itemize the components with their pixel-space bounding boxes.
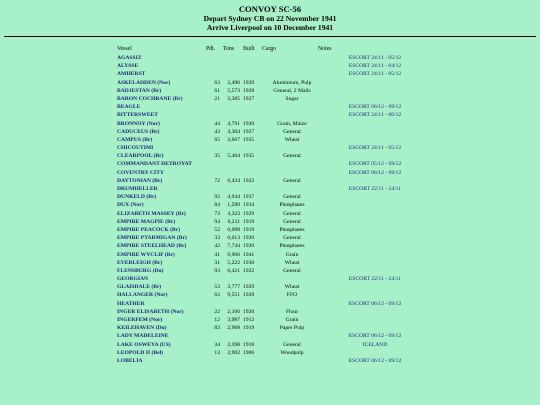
vessel-name: AMHERST: [117, 71, 146, 78]
notes-cell: ESCORT 22/11 - 24/11: [348, 186, 402, 192]
built-cell: 1929: [243, 210, 255, 217]
table-row: [0, 193, 540, 201]
cargo-cell: Paper Pulp: [279, 325, 305, 332]
built-cell: 1937: [243, 194, 255, 201]
table-row: [0, 308, 540, 316]
table-row: [0, 267, 540, 275]
tons-cell: 3,667: [227, 136, 240, 143]
pdt-cell: 12: [214, 317, 220, 323]
vessel-name: CHICOUTIMI: [117, 145, 154, 152]
built-cell: 1920: [243, 243, 255, 250]
table-row: [0, 95, 540, 103]
table-row: [0, 259, 540, 267]
vessel-name: ELIZABETH MASSEY (Br): [117, 210, 186, 217]
built-cell: 1920: [243, 120, 255, 127]
vessel-name: INGERFEM (Nor): [117, 317, 163, 323]
pdt-cell: 34: [214, 341, 220, 348]
table-row: [0, 324, 540, 332]
cargo-cell: General: [283, 341, 301, 348]
pdt-cell: 61: [214, 87, 220, 94]
table-row: [0, 136, 540, 144]
table-row: [0, 300, 540, 308]
built-cell: 1906: [243, 349, 255, 356]
pdt-cell: 43: [214, 128, 220, 135]
pdt-cell: 33: [214, 235, 220, 242]
tons-cell: 2,902: [227, 349, 240, 356]
table-row: [0, 54, 540, 62]
built-cell: 1929: [243, 284, 255, 291]
vessel-name: COVENTRY CITY: [117, 169, 164, 176]
tons-cell: 2,398: [227, 341, 240, 348]
cargo-cell: General: [283, 128, 301, 135]
notes-cell: ESCORT 22/11 - 24/11: [348, 276, 402, 283]
cargo-cell: General: [283, 194, 301, 201]
table-row: [0, 87, 540, 95]
pdt-cell: 31: [214, 259, 220, 266]
notes-cell: ESCORT 24/11 - 04/12: [348, 63, 402, 70]
tons-cell: 4,323: [227, 210, 240, 217]
convoy-title: CONVOY SC-56: [238, 4, 302, 14]
vessel-name: EMPIRE STEELHEAD (Br): [117, 243, 187, 250]
vessel-name: LAKE OSWEYA (US): [117, 341, 171, 348]
cargo-cell: Grain, Maize: [277, 120, 307, 127]
pdt-cell: 92: [214, 194, 220, 201]
built-cell: 1928: [243, 87, 255, 94]
cargo-cell: Sugar: [285, 95, 299, 102]
tons-cell: 3,987: [227, 317, 240, 323]
built-cell: 1919: [243, 226, 255, 233]
vessel-name: BARON COCHRANE (Br): [117, 95, 183, 102]
cargo-cell: Grain: [285, 317, 299, 323]
tons-cell: 3,385: [227, 95, 240, 102]
built-cell: 1934: [243, 202, 255, 209]
tons-cell: 6,098: [227, 226, 240, 233]
pdt-cell: 44: [214, 120, 220, 127]
vessel-name: COMMANDANT DETROYAT: [117, 161, 192, 168]
vessel-name: EMPIRE PTARMIGAN (Br): [117, 235, 187, 242]
col-built: Built: [243, 46, 255, 52]
vessel-name: BRONNOY (Nor): [117, 120, 160, 127]
cargo-cell: General: [283, 177, 301, 184]
tons-cell: 5,404: [227, 153, 240, 160]
table-row: [0, 185, 540, 193]
table-row: [0, 251, 540, 259]
built-cell: 1919: [243, 325, 255, 332]
vessel-table: [0, 54, 540, 365]
table-row: [0, 242, 540, 250]
notes-cell: ESCORT 24/11 - 05/12: [348, 71, 402, 78]
cargo-cell: Flour: [285, 308, 299, 315]
cargo-cell: Aluminium, Pulp: [272, 79, 312, 86]
cargo-cell: Grain: [285, 251, 299, 258]
pdt-cell: 72: [214, 177, 220, 184]
vessel-name: CADUCEUS (Br): [117, 128, 160, 135]
cargo-cell: Phosphates: [279, 226, 305, 233]
tons-cell: 6,966: [227, 251, 240, 258]
vessel-name: BADJESTAN (Br): [117, 87, 162, 94]
built-cell: 1919: [243, 218, 255, 225]
vessel-name: BITTERSWEET: [117, 112, 159, 119]
tons-cell: 6,421: [227, 267, 240, 274]
table-row: [0, 70, 540, 78]
built-cell: 1941: [243, 251, 255, 258]
col-tons: Tons: [223, 46, 235, 52]
cargo-cell: Wheat: [284, 136, 300, 143]
pdt-cell: 35: [214, 153, 220, 160]
table-row: [0, 79, 540, 87]
tons-cell: 5,573: [227, 87, 240, 94]
pdt-cell: 73: [214, 210, 220, 217]
pdt-cell: 41: [214, 251, 220, 258]
notes-cell: ICELAND: [362, 341, 388, 348]
vessel-name: BEAGLE: [117, 104, 141, 111]
vessel-name: INGER ELISABETH (Nor): [117, 308, 184, 315]
pdt-cell: 62: [214, 292, 220, 299]
vessel-name: HEATHER: [117, 300, 145, 307]
cargo-cell: General: [283, 235, 301, 242]
tons-cell: 2,496: [227, 79, 240, 86]
table-row: [0, 316, 540, 324]
tons-cell: 4,944: [227, 194, 240, 201]
built-cell: 1912: [243, 317, 255, 323]
table-row: [0, 177, 540, 185]
vessel-name: AGASSIZ: [117, 55, 142, 61]
table-row: [0, 103, 540, 111]
vessel-name: GEORGIAN: [117, 276, 149, 283]
notes-cell: ESCORT 05/12 - 09/12: [348, 161, 402, 168]
cargo-cell: General: [283, 153, 301, 160]
table-row: [0, 62, 540, 70]
table-row: [0, 210, 540, 218]
vessel-name: CAMPUS (Br): [117, 136, 153, 143]
cargo-cell: General: [283, 267, 301, 274]
cargo-cell: Wheat: [284, 284, 300, 291]
table-row: [0, 332, 540, 340]
cargo-cell: General, 2 Mails: [273, 87, 311, 94]
pdt-cell: 65: [214, 136, 220, 143]
pdt-cell: 13: [214, 349, 220, 356]
pdt-cell: 22: [214, 308, 220, 315]
notes-cell: ESCORT 06/12 - 09/12: [348, 357, 402, 364]
table-row: [0, 201, 540, 209]
built-cell: 1918: [243, 341, 255, 348]
vessel-name: GLAISDALE (Br): [117, 284, 162, 291]
column-headers: [0, 44, 540, 54]
built-cell: 1927: [243, 128, 255, 135]
built-cell: 1927: [243, 95, 255, 102]
notes-cell: ESCORT 24/11 - 06/12: [348, 112, 402, 119]
vessel-name: LOBELIA: [117, 357, 143, 364]
table-row: [0, 144, 540, 152]
tons-cell: 3,777: [227, 284, 240, 291]
vessel-name: LADY MADELEINE: [117, 333, 169, 340]
tons-cell: 4,304: [227, 128, 240, 135]
cargo-cell: Woodpulp: [280, 349, 304, 356]
built-cell: 1920: [243, 235, 255, 242]
built-cell: 1928: [243, 292, 255, 299]
pdt-cell: 53: [214, 284, 220, 291]
vessel-name: DRUMHELLER: [117, 186, 158, 192]
table-row: [0, 160, 540, 168]
vessel-name: DUNKELD (Br): [117, 194, 157, 201]
tons-cell: 6,434: [227, 177, 240, 184]
notes-cell: ESCORT 06/12 - 09/12: [348, 169, 402, 176]
table-row: [0, 218, 540, 226]
page-header: [0, 0, 540, 33]
cargo-cell: General: [283, 210, 301, 217]
vessel-name: EMPIRE WYCLIF (Br): [117, 251, 175, 258]
notes-cell: ESCORT 24/11 - 05/12: [348, 55, 402, 61]
table-row: [0, 275, 540, 283]
tons-cell: 1,590: [227, 202, 240, 209]
tons-cell: 4,791: [227, 120, 240, 127]
vessel-name: KEILEHAVEN (Du): [117, 325, 167, 332]
pdt-cell: 63: [214, 79, 220, 86]
pdt-cell: 93: [214, 267, 220, 274]
table-row: [0, 234, 540, 242]
cargo-cell: Wheat: [284, 259, 300, 266]
built-cell: 1925: [243, 136, 255, 143]
cargo-cell: General: [283, 218, 301, 225]
col-pdt: Pdt.: [206, 46, 216, 52]
cargo-cell: Phosphates: [279, 243, 305, 250]
vessel-name: FLENSBURG (Du): [117, 267, 164, 274]
table-row: [0, 152, 540, 160]
tons-cell: 5,222: [227, 259, 240, 266]
table-row: [0, 357, 540, 365]
tons-cell: 9,551: [227, 292, 240, 299]
table-row: [0, 128, 540, 136]
cargo-cell: FFO: [286, 292, 298, 299]
notes-cell: ESCORT 06/12 - 09/12: [348, 104, 402, 111]
notes-cell: ESCORT 06/12 - 09/12: [348, 300, 402, 307]
tons-cell: 6,013: [227, 235, 240, 242]
vessel-name: LEOPOLD II (Bel): [117, 349, 163, 356]
col-notes: Notes: [318, 46, 332, 52]
depart-line: Depart Sydney CB on 22 November 1941: [203, 14, 337, 23]
built-cell: 1920: [243, 308, 255, 315]
pdt-cell: 21: [214, 95, 220, 102]
vessel-name: HALLANGER (Nor): [117, 292, 168, 299]
vessel-name: DUX (Nor): [117, 202, 144, 209]
table-row: [0, 349, 540, 357]
table-row: [0, 111, 540, 119]
pdt-cell: 42: [214, 243, 220, 250]
tons-cell: 2,968: [227, 325, 240, 332]
table-row: [0, 291, 540, 299]
pdt-cell: 52: [214, 226, 220, 233]
table-row: [0, 341, 540, 349]
notes-cell: ESCORT 24/11 - 05/12: [348, 145, 402, 152]
tons-cell: 2,166: [227, 308, 240, 315]
table-row: [0, 283, 540, 291]
arrive-line: Arrive Liverpool on 10 December 1941: [206, 23, 334, 33]
vessel-name: ALYSSE: [117, 63, 139, 70]
built-cell: 1920: [243, 79, 255, 86]
vessel-name: EMPIRE MAGPIE (Br): [117, 218, 176, 225]
vessel-name: ASKELADDEN (Nor): [117, 79, 171, 86]
built-cell: 1922: [243, 267, 255, 274]
col-cargo: Cargo: [262, 46, 277, 52]
built-cell: 1930: [243, 259, 255, 266]
vessel-name: EVERLEIGH (Br): [117, 259, 163, 266]
table-row: [0, 169, 540, 177]
tons-cell: 7,744: [227, 243, 240, 250]
built-cell: 1935: [243, 153, 255, 160]
col-vessel: Vessel: [117, 46, 132, 52]
vessel-name: DAYTONIAN (Br): [117, 177, 163, 184]
notes-cell: ESCORT 06/12 - 09/12: [348, 333, 402, 340]
pdt-cell: 94: [214, 218, 220, 225]
built-cell: 1922: [243, 177, 255, 184]
header-divider: [4, 36, 536, 37]
pdt-cell: 84: [214, 202, 220, 209]
cargo-cell: Phosphates: [279, 202, 305, 209]
vessel-name: EMPIRE PEACOCK (Br): [117, 226, 181, 233]
vessel-name: CLEARPOOL (Br): [117, 153, 164, 160]
table-row: [0, 120, 540, 128]
tons-cell: 6,211: [227, 218, 240, 225]
pdt-cell: 83: [214, 325, 220, 332]
table-row: [0, 226, 540, 234]
